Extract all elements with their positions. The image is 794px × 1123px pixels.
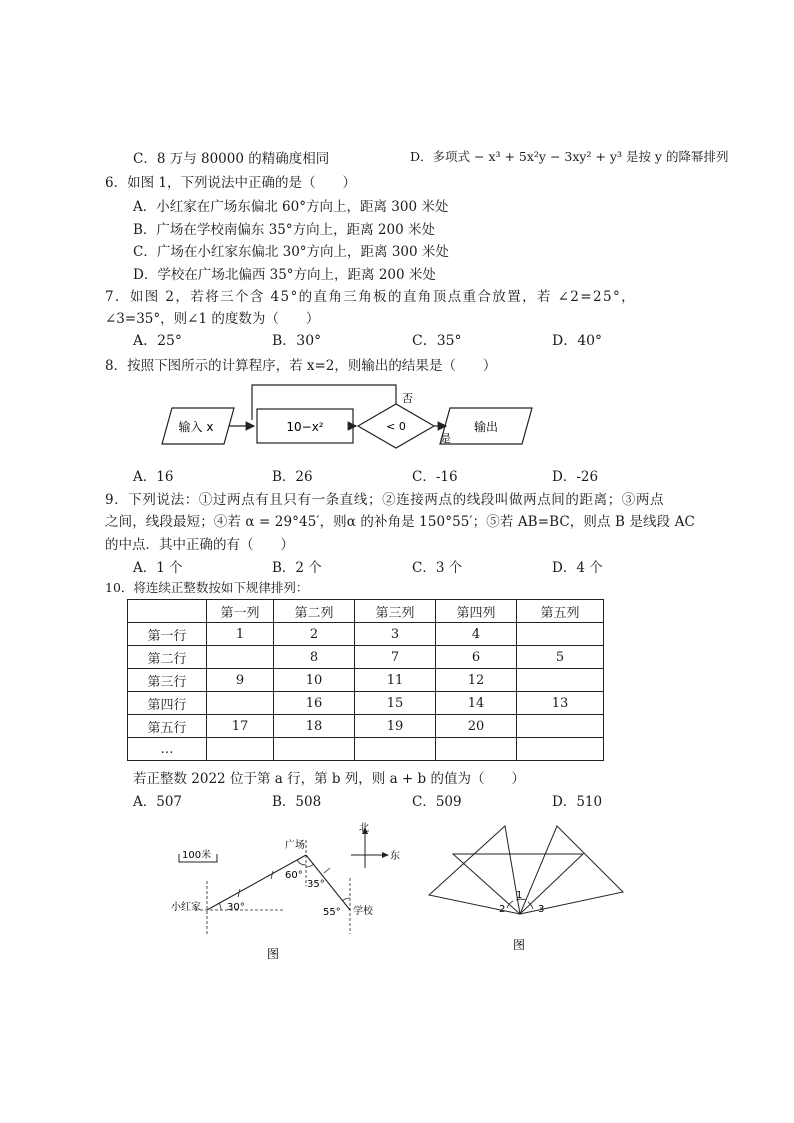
- table-cell: 18: [274, 715, 355, 738]
- figure-1-map: [165, 818, 415, 963]
- flow-no-label: 否: [402, 392, 413, 405]
- q6-option-b: B．广场在学校南偏东 35°方向上，距离 200 米处: [133, 222, 435, 238]
- table-header-cell: 第五列: [517, 600, 604, 623]
- table-row: [128, 715, 604, 738]
- q9-line3: 的中点．其中正确的有（ ）: [105, 537, 294, 553]
- angle-1-label: 1: [516, 890, 523, 901]
- q6-stem: 6．如图 1，下列说法中正确的是（ ）: [105, 175, 356, 191]
- table-cell: 11: [355, 669, 436, 692]
- home-label: 小红家: [171, 902, 201, 913]
- q10-option-a: A．507: [133, 794, 183, 810]
- table-cell: 5: [517, 646, 604, 669]
- table-cell: [517, 669, 604, 692]
- east-label: 东: [390, 851, 400, 862]
- angle-35-arc: [306, 864, 314, 867]
- table-cell: …: [128, 738, 207, 761]
- q9-line1: 9．下列说法：①过两点有且只有一条直线；②连接两点的线段叫做两点间的距离；③两点: [105, 492, 665, 508]
- table-cell: 13: [517, 692, 604, 715]
- q6-option-a: A．小红家在广场东偏北 60°方向上，距离 300 米处: [133, 199, 449, 215]
- q8-option-c: C．-16: [412, 469, 458, 485]
- q9-option-a: A．1 个: [133, 560, 183, 576]
- table-cell: [355, 738, 436, 761]
- tick-mark: [324, 868, 330, 873]
- table-cell: 19: [355, 715, 436, 738]
- table-cell: 10: [274, 669, 355, 692]
- q8-stem: 8．按照下图所示的计算程序，若 x=2，则输出的结果是（ ）: [105, 358, 497, 374]
- table-cell: [517, 738, 604, 761]
- table-cell: 12: [436, 669, 517, 692]
- angle-60-arc: [297, 860, 306, 865]
- angle-2-label: 2: [499, 904, 506, 915]
- q7-option-d: D．40°: [552, 333, 603, 349]
- q10-option-d: D．510: [552, 794, 603, 810]
- table-header-cell: 第一列: [207, 600, 274, 623]
- q9-option-c: C．3 个: [412, 560, 463, 576]
- table-cell: 第三行: [128, 669, 207, 692]
- table-cell: 16: [274, 692, 355, 715]
- flow-input-label: 输入 x: [178, 420, 214, 434]
- table-header-row: [128, 600, 604, 623]
- angle-30-label: 30°: [227, 902, 245, 913]
- angle-30-arc: [219, 903, 221, 910]
- table-cell: [517, 623, 604, 646]
- q7-option-b: B．30°: [272, 333, 322, 349]
- figure-2-caption: 图: [513, 938, 526, 952]
- angle-60-label: 60°: [285, 870, 303, 881]
- table-cell: 第二行: [128, 646, 207, 669]
- q5-option-d: D．多项式 − x³ + 5x²y − 3xy² + y³ 是按 y 的降幂排列: [410, 149, 729, 164]
- q6-option-d: D．学校在广场北偏西 35°方向上，距离 200 米处: [133, 267, 436, 283]
- table-cell: 第四行: [128, 692, 207, 715]
- q10-question: 若正整数 2022 位于第 a 行，第 b 列，则 a + b 的值为（ ）: [133, 771, 525, 787]
- table-cell: 第一行: [128, 623, 207, 646]
- q5-option-c: C．8 万与 80000 的精确度相同: [133, 151, 330, 167]
- q10-number-table: [127, 599, 604, 761]
- q8-option-a: A．16: [133, 469, 174, 485]
- q10-option-c: C．509: [412, 794, 462, 810]
- q9-line2: 之间，线段最短；④若 α = 29°45′，则α 的补角是 150°55′；⑤若 AB=BC，则点 B 是线段 AC: [105, 514, 695, 530]
- table-cell: [436, 738, 517, 761]
- angle-35-label: 35°: [307, 879, 325, 890]
- table-row: [128, 623, 604, 646]
- q10-option-b: B．508: [272, 794, 322, 810]
- table-cell: 17: [207, 715, 274, 738]
- table-cell: 2: [274, 623, 355, 646]
- table-row: [128, 692, 604, 715]
- q7-stem-line1: 7．如图 2，若将三个含 45°的直角三角板的直角顶点重合放置，若 ∠2=25°，: [105, 289, 637, 305]
- q8-option-b: B．26: [272, 469, 313, 485]
- table-header-cell: 第四列: [436, 600, 517, 623]
- scale-label: 100米: [182, 850, 212, 861]
- q8-option-d: D．-26: [552, 469, 599, 485]
- q6-option-c: C．广场在小红家东偏北 30°方向上，距离 300 米处: [133, 244, 449, 260]
- q10-stem: 10．将连续正整数按如下规律排列：: [105, 580, 309, 595]
- table-header-cell: 第三列: [355, 600, 436, 623]
- table-row: [128, 738, 604, 761]
- table-cell: 20: [436, 715, 517, 738]
- school-label: 学校: [353, 906, 373, 917]
- q8-flowchart: [150, 380, 550, 460]
- triangle-left: [429, 826, 523, 914]
- east-arrow-icon: [382, 852, 389, 858]
- table-cell: 3: [355, 623, 436, 646]
- flow-yes-label: 是: [440, 432, 451, 445]
- table-header-cell: [128, 600, 207, 623]
- table-cell: 15: [355, 692, 436, 715]
- angle-55-label: 55°: [323, 907, 341, 918]
- table-cell: 第五行: [128, 715, 207, 738]
- q7-option-a: A．25°: [133, 333, 182, 349]
- q9-option-d: D．4 个: [552, 560, 603, 576]
- table-cell: 8: [274, 646, 355, 669]
- figure-1-caption: 图: [267, 947, 280, 961]
- triangle-right: [520, 826, 623, 914]
- tick-mark: [271, 871, 273, 879]
- q7-stem-line2: ∠3=35°，则∠1 的度数为（ ）: [105, 311, 320, 327]
- angle-55-arc: [342, 898, 350, 901]
- q9-option-b: B．2 个: [272, 560, 322, 576]
- flow-output-label: 输出: [473, 420, 499, 434]
- flow-process-label: 10−x²: [286, 420, 324, 434]
- table-header-cell: 第二列: [274, 600, 355, 623]
- flow-loop-line: [252, 385, 396, 420]
- table-cell: [207, 692, 274, 715]
- table-cell: [207, 738, 274, 761]
- table-cell: 14: [436, 692, 517, 715]
- table-cell: 9: [207, 669, 274, 692]
- table-cell: 6: [436, 646, 517, 669]
- plaza-label: 广场: [285, 840, 305, 851]
- table-row: [128, 646, 604, 669]
- figure-2-triangles: [425, 820, 630, 960]
- table-cell: [274, 738, 355, 761]
- table-row: [128, 669, 604, 692]
- table-cell: 4: [436, 623, 517, 646]
- table-cell: [207, 646, 274, 669]
- table-cell: [517, 715, 604, 738]
- q7-option-c: C．35°: [412, 333, 462, 349]
- flow-decision-label: < 0: [386, 420, 406, 433]
- table-cell: 7: [355, 646, 436, 669]
- home-plaza-segment: [207, 855, 306, 910]
- table-cell: 1: [207, 623, 274, 646]
- north-label: 北: [359, 823, 369, 834]
- angle-3-label: 3: [538, 904, 545, 915]
